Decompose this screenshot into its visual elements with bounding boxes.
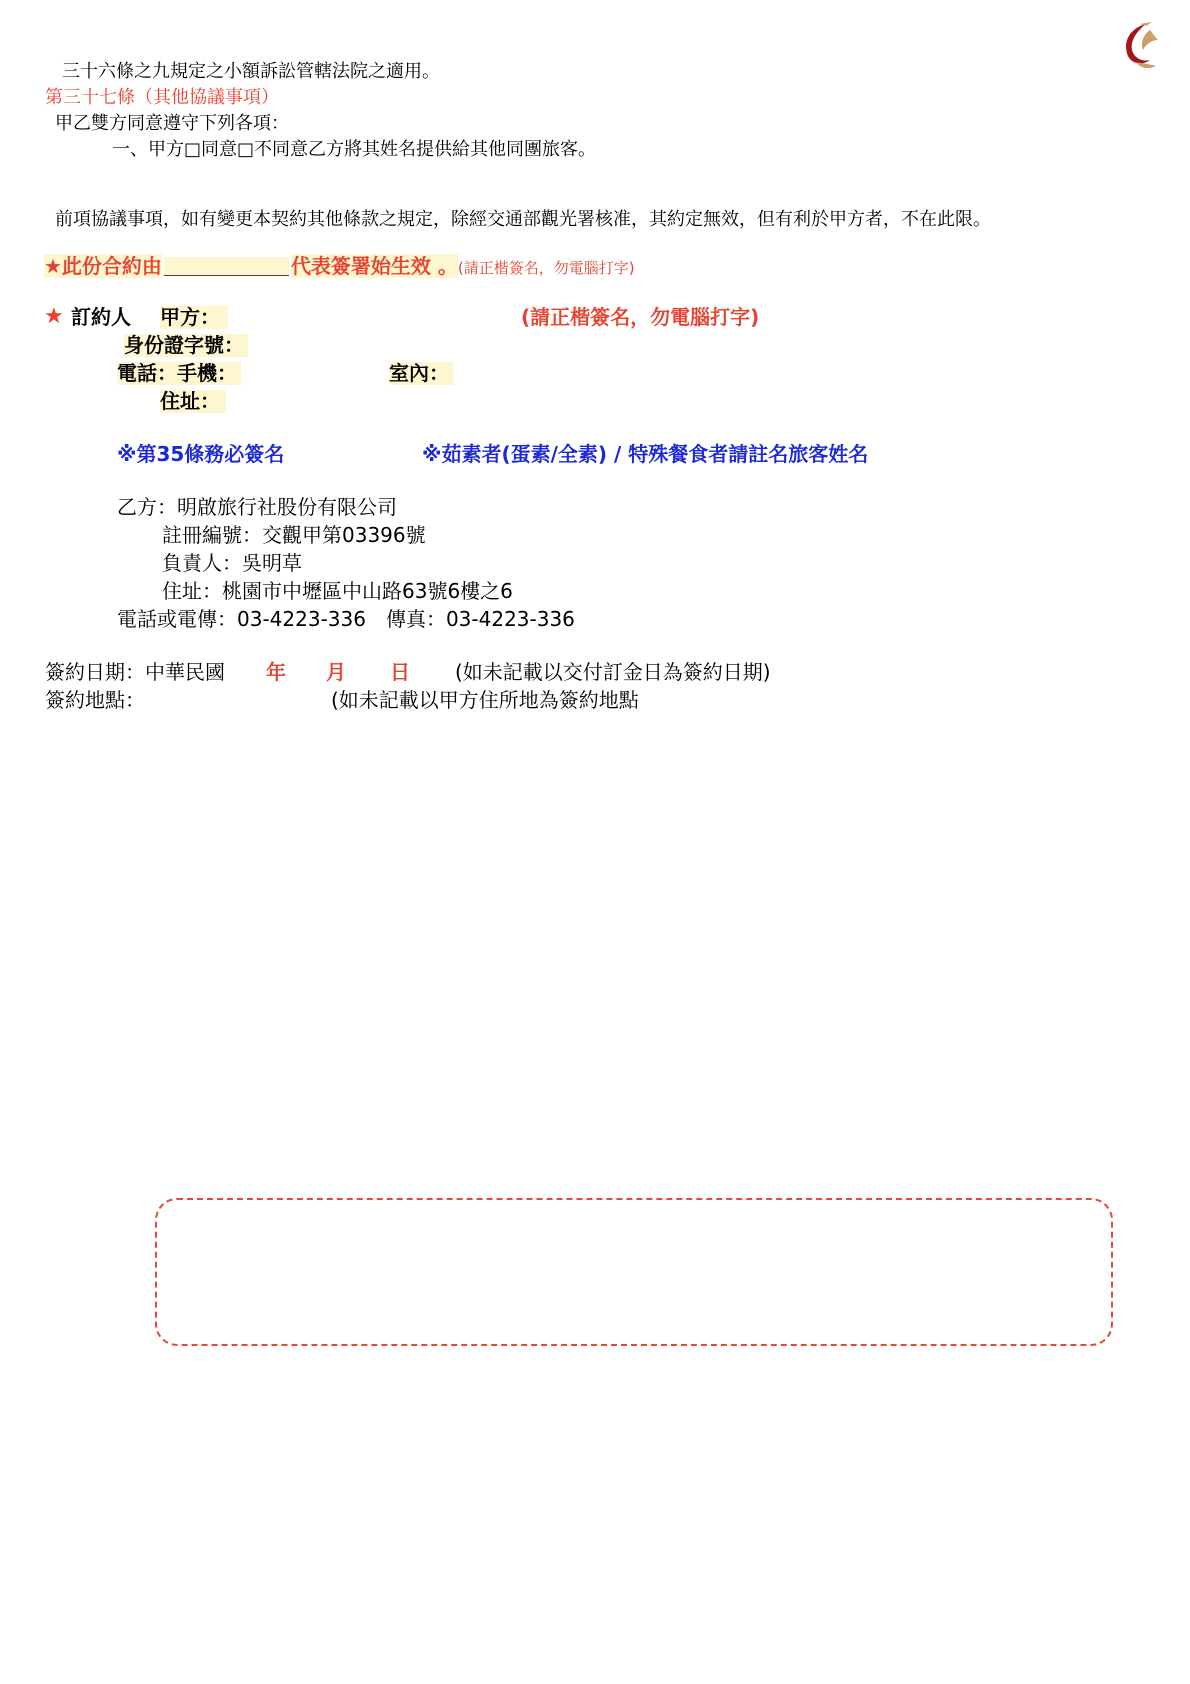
party-b-contact: 電話或電傳：03-4223-336 傳真：03-4223-336 [117,607,575,631]
signature-box[interactable] [155,1198,1113,1346]
party-b-name: 乙方：明啟旅行社股份有限公司 [117,495,397,519]
party-a-label: 甲方： [160,306,228,329]
signing-place-label: 簽約地點： [45,688,145,712]
agreement-intro: 甲乙雙方同意遵守下列各項： [55,113,289,134]
signing-place-note: (如未記載以甲方住所地為簽約地點 [331,688,639,712]
continued-clause-text: 三十六條之九規定之小額訴訟管轄法院之適用。 [62,61,440,82]
change-clause-paragraph: 前項協議事項，如有變更本契約其他條款之規定，除經交通部觀光署核准，其約定無效，但有利於甲方者，不在此限。 [55,209,991,230]
company-logo-icon [1116,20,1164,76]
representative-blank[interactable] [164,257,289,276]
party-b-registration: 註冊編號：交觀甲第03396號 [162,523,426,547]
id-number-label: 身份證字號： [124,334,248,357]
party-b-owner: 負責人：吳明草 [162,551,302,575]
agreement-item-1: 一、甲方□同意□不同意乙方將其姓名提供給其他同團旅客。 [112,139,597,160]
signing-notice-suffix: 代表簽署始生效 。 [290,254,458,278]
phone-mobile-label: 電話：手機： [117,362,241,385]
contractor-label: 訂約人 [71,305,131,329]
signing-notice-note: (請正楷簽名，勿電腦打字) [457,259,635,277]
article-35-reminder: ※第35條務必簽名 [117,442,285,466]
signing-notice [44,255,635,278]
address-label: 住址： [160,390,226,413]
party-b-address: 住址：桃園市中壢區中山路63號6樓之6 [162,579,513,603]
signing-month: 月 [326,660,346,684]
party-a-sign-note: (請正楷簽名，勿電腦打字) [521,305,760,329]
vegetarian-reminder: ※茹素者(蛋素/全素) / 特殊餐食者請註名旅客姓名 [422,442,869,466]
indoor-phone-label: 室內： [389,362,453,385]
signing-notice-prefix: ★此份合約由 [44,254,162,278]
article-37-title: 第三十七條（其他協議事項） [45,87,279,108]
signing-day: 日 [390,660,410,684]
signing-year: 年 [266,660,286,684]
signing-date-label: 簽約日期：中華民國 [45,660,225,684]
star-icon: ★ [44,304,64,329]
signing-date-note: (如未記載以交付訂金日為簽約日期) [455,660,771,684]
